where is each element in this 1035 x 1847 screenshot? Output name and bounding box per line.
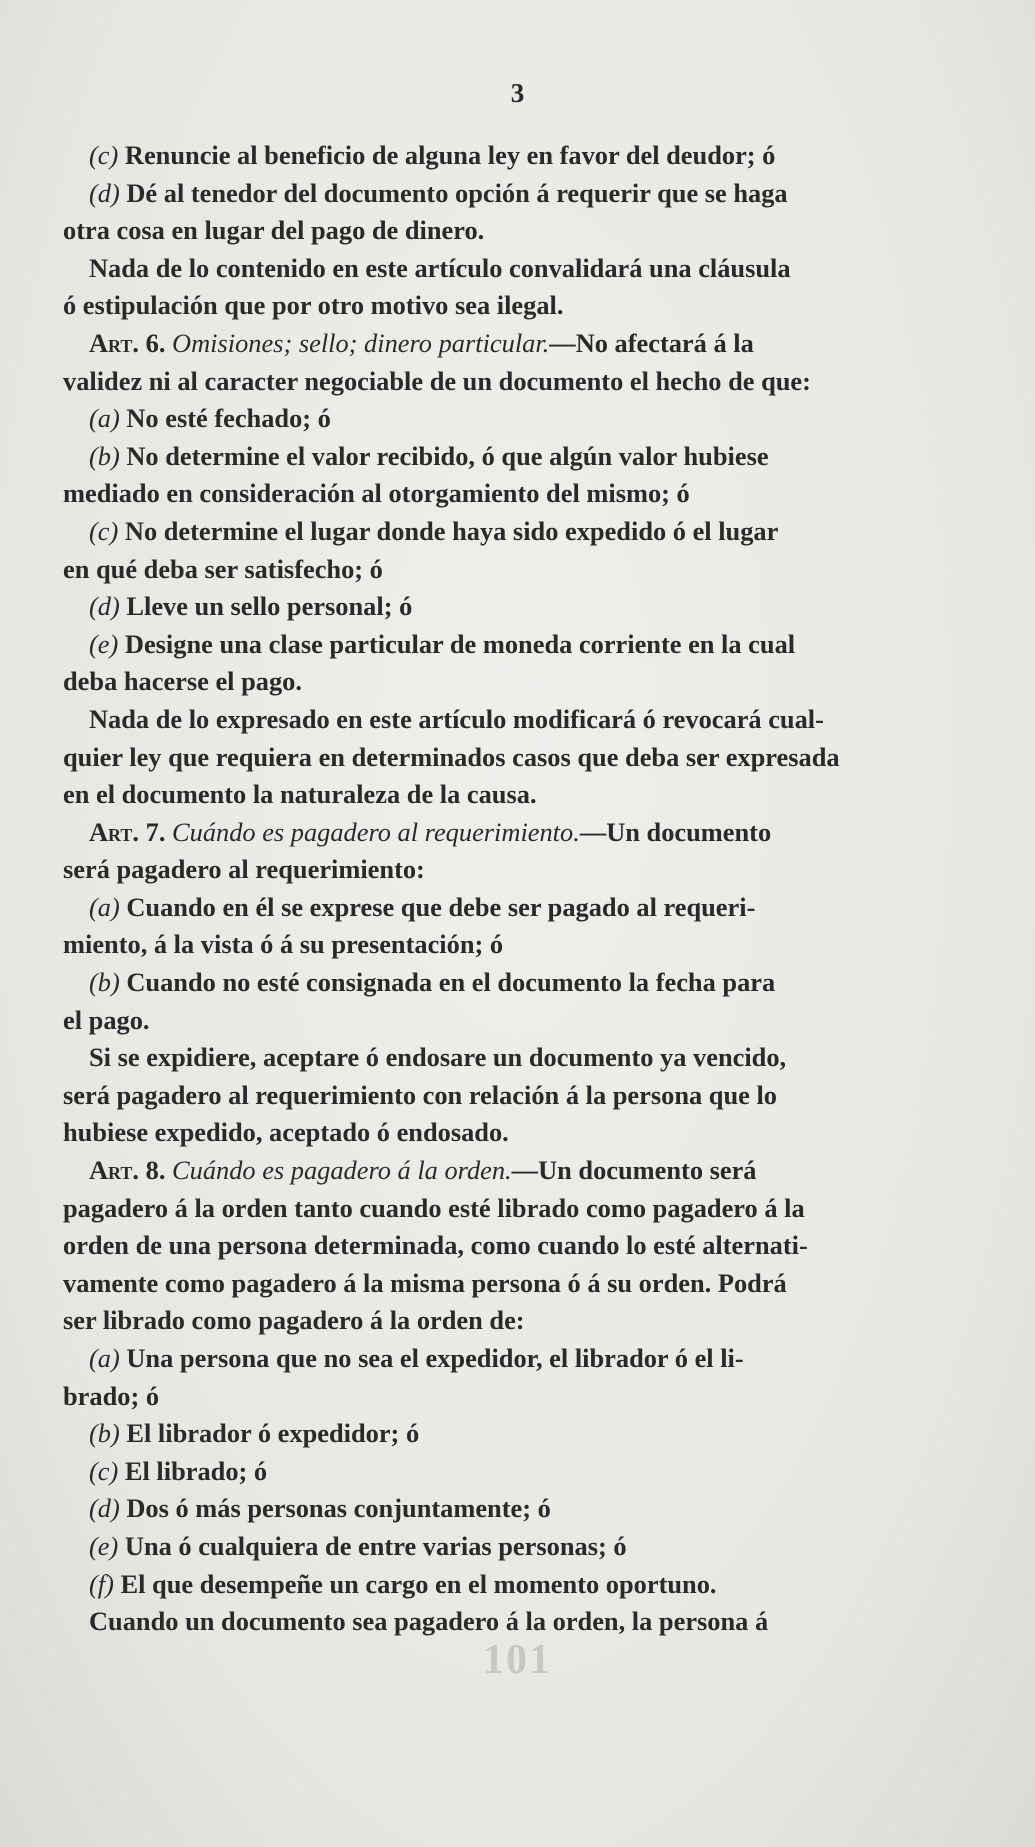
item-label: (d) xyxy=(89,591,120,622)
text-line xyxy=(63,137,969,175)
item-label: (b) xyxy=(89,967,120,998)
line-text: ó estipulación que por otro motivo sea ilegal. xyxy=(63,290,564,321)
line-text: No esté fechado; ó xyxy=(119,403,331,434)
item-label: (d) xyxy=(89,177,120,208)
line-text: Cuando un documento sea pagadero á la orden, la persona á xyxy=(89,1606,769,1637)
line-text: será pagadero al requerimiento con relación á la persona que lo xyxy=(63,1079,777,1110)
text-line xyxy=(63,1453,969,1491)
line-text: pagadero á la orden tanto cuando esté librado como pagadero á la xyxy=(63,1192,805,1223)
body-text xyxy=(63,137,969,1641)
text-line xyxy=(63,325,969,363)
item-label: (c) xyxy=(89,1455,119,1486)
line-text: mediado en consideración al otorgamiento del mismo; ó xyxy=(63,478,690,509)
line-text: el pago. xyxy=(63,1004,150,1035)
text-line xyxy=(63,513,969,551)
line-text: deba hacerse el pago. xyxy=(63,666,302,697)
item-label: (f) xyxy=(89,1568,114,1599)
text-line xyxy=(63,964,969,1002)
article-title: Cuándo es pagadero al requerimiento. xyxy=(165,816,580,847)
line-text: ser librado como pagadero á la orden de: xyxy=(63,1305,525,1336)
line-text: El librado; ó xyxy=(118,1455,268,1486)
text-line xyxy=(63,1077,969,1115)
text-line xyxy=(63,1114,969,1152)
text-line xyxy=(63,739,969,777)
text-line xyxy=(63,287,969,325)
text-line xyxy=(63,363,969,401)
article-label: Art. 8. xyxy=(89,1155,166,1186)
item-label: (d) xyxy=(89,1493,120,1524)
line-text: orden de una persona determinada, como cuando lo esté alternati- xyxy=(63,1230,808,1261)
article-label: Art. 6. xyxy=(89,327,166,358)
line-text: otra cosa en lugar del pago de dinero. xyxy=(63,215,485,246)
text-line xyxy=(63,776,969,814)
line-text: Dos ó más personas conjuntamente; ó xyxy=(119,1493,551,1524)
line-text: Una persona que no sea el expedidor, el librador ó el li- xyxy=(119,1343,744,1373)
line-text: hubiese expedido, aceptado ó endosado. xyxy=(63,1117,509,1148)
text-line xyxy=(63,889,969,927)
line-text: Si se expidiere, aceptare ó endosare un documento ya vencido, xyxy=(89,1042,787,1073)
line-text: Nada de lo expresado en este artículo modificará ó revocará cual- xyxy=(89,703,824,734)
text-line xyxy=(63,1039,969,1077)
item-label: (a) xyxy=(89,1343,120,1373)
line-text: será pagadero al requerimiento: xyxy=(63,854,425,885)
text-line xyxy=(63,1340,969,1378)
text-line xyxy=(63,1415,969,1453)
text-line xyxy=(63,588,969,626)
text-line xyxy=(63,626,969,664)
footer-stamp: 101 xyxy=(483,1637,552,1683)
text-line xyxy=(63,926,969,964)
text-line xyxy=(63,814,969,852)
text-line xyxy=(63,551,969,589)
article-label: Art. 7. xyxy=(89,816,166,847)
text-line xyxy=(63,1227,969,1265)
item-label: (b) xyxy=(89,440,120,471)
line-text: miento, á la vista ó á su presentación; ó xyxy=(63,929,504,960)
page-number: 3 xyxy=(510,78,525,108)
item-label: (e) xyxy=(89,628,119,659)
text-line xyxy=(63,701,969,739)
text-line xyxy=(63,851,969,889)
article-title: Cuándo es pagadero á la orden. xyxy=(165,1155,512,1186)
line-text: vamente como pagadero á la misma persona ó á su orden. Podrá xyxy=(63,1267,787,1298)
line-text: quier ley que requiera en determinados casos que deba ser expresada xyxy=(63,741,840,772)
text-line xyxy=(63,1528,969,1566)
text-line xyxy=(63,475,969,513)
line-text: —Un documento xyxy=(579,816,772,847)
line-text: Designe una clase particular de moneda corriente en la cual xyxy=(118,628,796,659)
line-text: El librador ó expedidor; ó xyxy=(119,1418,420,1449)
line-text: en qué deba ser satisfecho; ó xyxy=(63,553,383,584)
line-text: Dé al tenedor del documento opción á requerir que se haga xyxy=(119,177,788,208)
text-line xyxy=(63,1002,969,1040)
line-text: validez ni al caracter negociable de un documento el hecho de que: xyxy=(63,365,811,396)
text-line xyxy=(63,212,969,250)
text-line xyxy=(63,663,969,701)
line-text: en el documento la naturaleza de la causa. xyxy=(63,779,537,810)
line-text: Lleve un sello personal; ó xyxy=(119,591,413,622)
line-text: Nada de lo contenido en este artículo convalidará una cláusula xyxy=(89,252,791,283)
text-line xyxy=(63,1302,969,1340)
text-line xyxy=(63,1566,969,1604)
article-title: Omisiones; sello; dinero particular. xyxy=(165,327,550,358)
text-line xyxy=(63,175,969,213)
text-line xyxy=(63,1265,969,1303)
text-line xyxy=(63,1152,969,1190)
text-line xyxy=(63,250,969,288)
line-text: Renuncie al beneficio de alguna ley en favor del deudor; ó xyxy=(118,140,776,170)
item-label: (a) xyxy=(89,891,120,922)
line-text: Cuando en él se exprese que debe ser pagado al requeri- xyxy=(119,891,756,922)
item-label: (a) xyxy=(89,403,120,434)
line-text: —No afectará á la xyxy=(549,327,754,358)
text-line xyxy=(63,1378,969,1416)
line-text: brado; ó xyxy=(63,1380,160,1411)
line-text: El que desempeñe un cargo en el momento oportuno. xyxy=(113,1568,717,1599)
item-label: (c) xyxy=(89,140,119,170)
text-line xyxy=(63,438,969,476)
text-line xyxy=(63,1190,969,1228)
text-line xyxy=(63,1490,969,1528)
line-text: Cuando no esté consignada en el documento la fecha para xyxy=(119,967,776,998)
line-text: —Un documento será xyxy=(511,1155,757,1186)
line-text: Una ó cualquiera de entre varias personas; ó xyxy=(118,1530,627,1561)
item-label: (b) xyxy=(89,1418,120,1449)
item-label: (c) xyxy=(89,515,119,546)
text-line xyxy=(63,400,969,438)
line-text: No determine el lugar donde haya sido expedido ó el lugar xyxy=(118,515,779,546)
line-text: No determine el valor recibido, ó que algún valor hubiese xyxy=(119,440,769,471)
item-label: (e) xyxy=(89,1530,119,1561)
